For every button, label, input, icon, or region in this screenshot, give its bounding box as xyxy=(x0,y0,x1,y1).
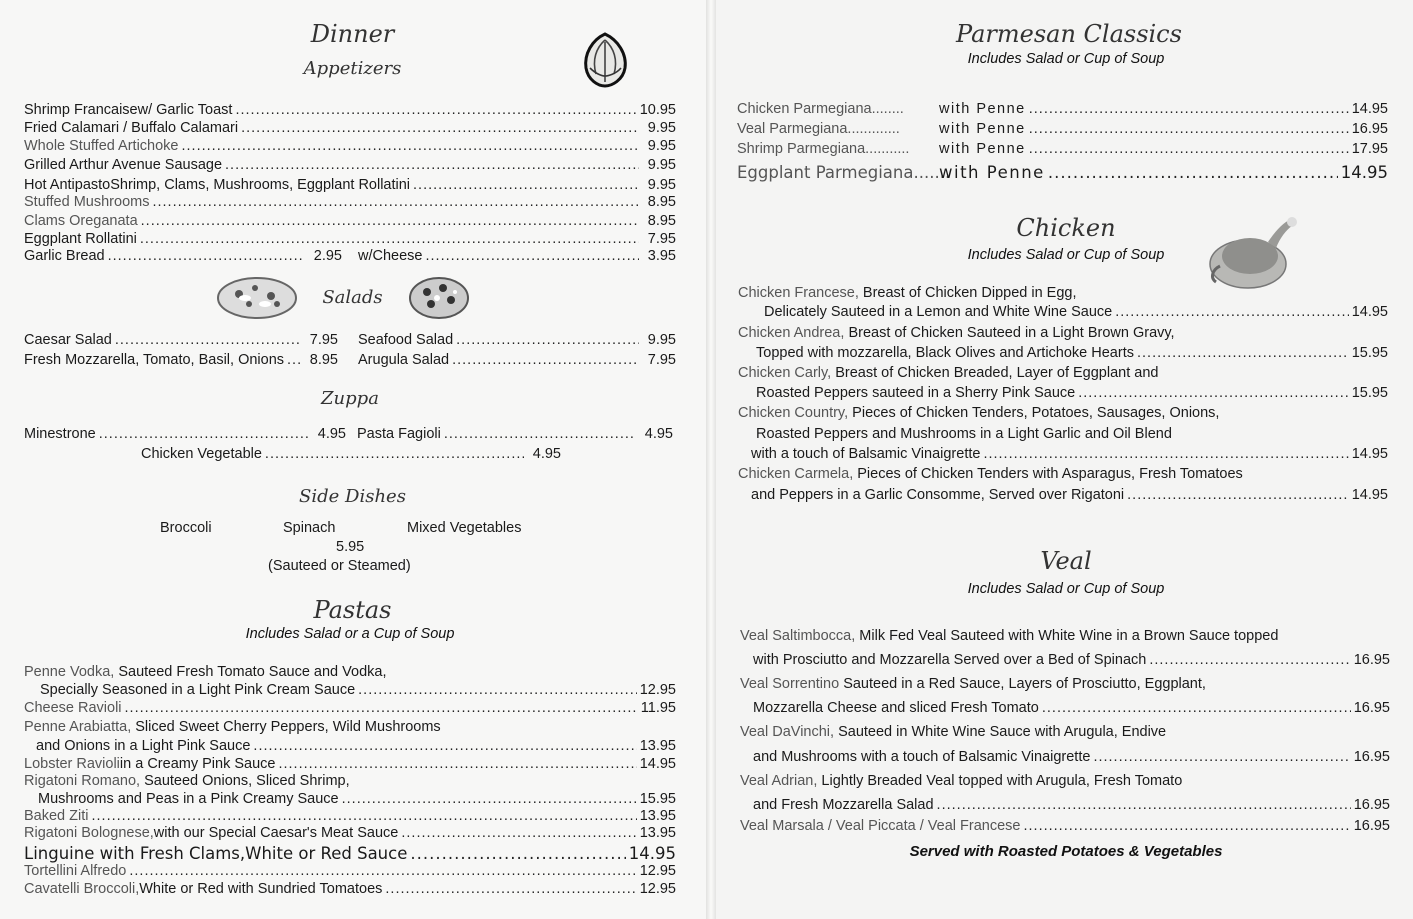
menu-item-row xyxy=(740,818,1390,836)
menu-item-row xyxy=(24,157,676,175)
item-name: Seafood Salad xyxy=(358,332,454,348)
salads-heading: Salads xyxy=(322,287,383,308)
item-name: Chicken Carmela, xyxy=(738,466,858,482)
item-detail: w/ Garlic Toast xyxy=(137,102,233,118)
menu-item-row xyxy=(753,652,1390,670)
item-price: 9.95 xyxy=(647,332,676,348)
menu-item-row xyxy=(24,808,676,826)
item-detail: White or Red with Sundried Tomatoes xyxy=(139,881,383,897)
menu-item-row xyxy=(756,385,1388,403)
dot-leader xyxy=(115,332,301,348)
veal-footer: Served with Roasted Potatoes & Vegetables xyxy=(909,843,1223,860)
item-with: with Penne xyxy=(939,101,1026,117)
dot-leader xyxy=(253,738,636,754)
dot-leader xyxy=(91,808,636,824)
dot-leader xyxy=(1042,700,1351,716)
menu-item-line xyxy=(24,719,441,735)
item-name: Eggplant Rollatini xyxy=(24,231,137,247)
item-name: Linguine with Fresh Clams, xyxy=(24,844,246,863)
dot-leader xyxy=(401,825,636,841)
menu-item-line xyxy=(756,426,1172,442)
item-price: 14.95 xyxy=(1351,487,1388,503)
item-detail: Sauteed Fresh Tomato Sauce and Vodka, xyxy=(118,664,387,680)
dot-leader xyxy=(385,881,636,897)
item-name: Cheese Ravioli xyxy=(24,700,122,716)
item-price: 16.95 xyxy=(1353,700,1390,716)
item-detail: with our Special Caesar's Meat Sauce xyxy=(153,825,399,841)
item-name: Fried Calamari / Buffalo Calamari xyxy=(24,120,239,136)
menu-item-row xyxy=(751,446,1388,464)
item-price: 9.95 xyxy=(647,177,676,193)
dot-leader xyxy=(125,700,638,716)
menu-item-line xyxy=(738,365,1158,381)
item-price: 3.95 xyxy=(647,248,676,264)
item-price: 8.95 xyxy=(647,213,676,229)
dot-leader xyxy=(452,352,639,368)
side-dishes-heading: Side Dishes xyxy=(299,486,406,507)
item-detail: and Fresh Mozzarella Salad xyxy=(753,797,934,813)
item-name: Lobster Ravioli xyxy=(24,756,120,772)
item-name: Whole Stuffed Artichoke xyxy=(24,138,179,154)
item-name: Cavatelli Broccoli, xyxy=(24,881,140,897)
item-detail: Breast of Chicken Breaded, Layer of Eggplant and xyxy=(835,365,1159,381)
menu-item-row xyxy=(38,791,676,809)
item-detail: Breast of Chicken Sauteed in a Light Brown Gravy, xyxy=(848,325,1175,341)
item-detail: Roasted Peppers and Mushrooms in a Light Garlic and Oil Blend xyxy=(756,426,1172,442)
menu-item-row xyxy=(24,844,676,862)
item-name: Eggplant Parmegiana....... xyxy=(737,163,951,182)
item-name: Veal Parmegiana............. xyxy=(737,121,900,137)
item-price: 10.95 xyxy=(639,102,676,118)
item-price: 4.95 xyxy=(644,426,673,442)
item-name: Chicken Country, xyxy=(738,405,853,421)
item-price: 4.95 xyxy=(317,426,346,442)
menu-item-row xyxy=(24,332,338,350)
dot-leader xyxy=(410,844,625,863)
dot-leader xyxy=(1137,345,1349,361)
menu-item-line xyxy=(738,405,1219,421)
menu-item-line xyxy=(740,676,1206,692)
item-name: Veal Sorrentino xyxy=(740,676,844,692)
item-detail: Mushrooms and Peas in a Pink Creamy Sauce xyxy=(38,791,339,807)
menu-item-row xyxy=(24,120,676,138)
item-price: 9.95 xyxy=(647,138,676,154)
item-name: Chicken Vegetable xyxy=(141,446,262,462)
item-price: 14.95 xyxy=(628,844,676,863)
dot-leader xyxy=(152,194,639,210)
item-price: 15.95 xyxy=(639,791,676,807)
item-name: Rigatoni Romano, xyxy=(24,773,145,789)
item-name: Veal Marsala / Veal Piccata / Veal Francese xyxy=(740,818,1021,834)
item-name: w/Cheese xyxy=(358,248,423,264)
parmesan-title: Parmesan Classics xyxy=(956,20,1182,48)
menu-item-row xyxy=(36,738,676,756)
item-detail: Pieces of Chicken Tenders, Potatoes, Sausages, Onions, xyxy=(852,405,1220,421)
item-price: 15.95 xyxy=(1351,385,1388,401)
item-price: 7.95 xyxy=(647,352,676,368)
item-price: 13.95 xyxy=(639,808,676,824)
item-name: Rigatoni Bolognese, xyxy=(24,825,154,841)
item-price: 17.95 xyxy=(1351,141,1388,157)
item-name: Stuffed Mushrooms xyxy=(24,194,150,210)
menu-item-row xyxy=(24,825,676,843)
item-price: 14.95 xyxy=(639,756,676,772)
menu-item-row xyxy=(753,797,1390,815)
item-detail: with Prosciutto and Mozzarella Served over a Bed of Spinach xyxy=(753,652,1147,668)
item-name: Hot Antipasto xyxy=(24,177,111,193)
menu-item-row xyxy=(737,141,1388,159)
item-name: Fresh Mozzarella, Tomato, Basil, Onions xyxy=(24,352,285,368)
dot-leader xyxy=(1023,818,1350,834)
menu-item-row xyxy=(24,881,676,899)
menu-item-row xyxy=(24,352,338,370)
dot-leader xyxy=(1029,141,1349,157)
item-price: 9.95 xyxy=(647,157,676,173)
menu-item-row xyxy=(737,121,1388,139)
pastas-note: Includes Salad or a Cup of Soup xyxy=(245,626,455,642)
dot-leader xyxy=(1115,304,1349,320)
dot-leader xyxy=(225,157,639,173)
menu-item-row xyxy=(764,304,1388,322)
dot-leader xyxy=(241,120,639,136)
salad-bowl-icon xyxy=(215,274,300,322)
right-menu-page xyxy=(716,0,1413,919)
dot-leader xyxy=(937,797,1351,813)
dot-leader xyxy=(1149,652,1350,668)
item-name: Shrimp Francaise xyxy=(24,102,138,118)
item-detail: and Onions in a Light Pink Sauce xyxy=(36,738,251,754)
item-name: Caesar Salad xyxy=(24,332,112,348)
item-name: Chicken Parmegiana........ xyxy=(737,101,904,117)
dot-leader xyxy=(1029,121,1349,137)
item-price: 16.95 xyxy=(1353,818,1390,834)
item-detail: Delicately Sauteed in a Lemon and White Wine Sauce xyxy=(764,304,1113,320)
item-detail: Sauteed Onions, Sliced Shrimp, xyxy=(144,773,350,789)
veal-note: Includes Salad or Cup of Soup xyxy=(967,581,1165,597)
item-price: 14.95 xyxy=(1351,446,1388,462)
item-name: Garlic Bread xyxy=(24,248,105,264)
roast-chicken-icon xyxy=(1206,212,1301,292)
dot-leader xyxy=(1127,487,1349,503)
item-detail: Roasted Peppers sauteed in a Sherry Pink Sauce xyxy=(756,385,1076,401)
dot-leader xyxy=(342,791,637,807)
veal-title: Veal xyxy=(1040,547,1092,575)
dot-leader xyxy=(1093,749,1350,765)
item-price: 14.95 xyxy=(1351,101,1388,117)
seafood-salad-icon xyxy=(407,274,472,322)
item-name: Chicken Carly, xyxy=(738,365,836,381)
item-price: 12.95 xyxy=(639,863,676,879)
item-price: 15.95 xyxy=(1351,345,1388,361)
menu-item-row xyxy=(737,101,1388,119)
menu-item-row xyxy=(24,102,676,120)
item-name: Veal Adrian, xyxy=(740,773,822,789)
item-name: Arugula Salad xyxy=(358,352,450,368)
menu-item-row xyxy=(40,682,676,700)
menu-item-row xyxy=(24,194,676,212)
dot-leader xyxy=(358,682,637,698)
garlic-bread-row xyxy=(24,248,342,266)
item-name: Minestrone xyxy=(24,426,96,442)
dot-leader xyxy=(278,756,636,772)
dot-leader xyxy=(983,446,1348,462)
item-name: Tortellini Alfredo xyxy=(24,863,127,879)
item-detail: Topped with mozzarella, Black Olives and Artichoke Hearts xyxy=(756,345,1134,361)
menu-item-row xyxy=(24,213,676,231)
appetizers-heading: Appetizers xyxy=(303,58,402,79)
dot-leader xyxy=(287,352,301,368)
side-spinach: Spinach xyxy=(283,520,336,536)
item-name: Penne Vodka, xyxy=(24,664,119,680)
menu-item-row xyxy=(737,163,1388,181)
item-name: Shrimp Parmegiana........... xyxy=(737,141,910,157)
item-name: Veal DaVinchi, xyxy=(740,724,839,740)
menu-item-row xyxy=(24,138,676,156)
item-detail: in a Creamy Pink Sauce xyxy=(119,756,276,772)
dot-leader xyxy=(413,177,639,193)
item-price: 7.95 xyxy=(309,332,338,348)
item-name: Clams Oreganata xyxy=(24,213,138,229)
item-detail: Pieces of Chicken Tenders with Asparagus, Fresh Tomatoes xyxy=(857,466,1243,482)
item-detail: and Mushrooms with a touch of Balsamic Vinaigrette xyxy=(753,749,1091,765)
item-detail: Breast of Chicken Dipped in Egg, xyxy=(862,285,1077,301)
item-price: 7.95 xyxy=(647,231,676,247)
side-mixed-vegetables: Mixed Vegetables xyxy=(407,520,522,536)
item-with: with Penne xyxy=(939,141,1026,157)
left-menu-page xyxy=(0,0,706,919)
menu-item-row xyxy=(358,352,676,370)
item-price: 8.95 xyxy=(647,194,676,210)
minestrone-row xyxy=(24,426,346,444)
item-detail: Sauteed in White Wine Sauce with Arugula, Endive xyxy=(838,724,1167,740)
pastas-heading: Pastas xyxy=(313,596,392,624)
item-name: Chicken Francese, xyxy=(738,285,863,301)
menu-item-line xyxy=(24,773,350,789)
menu-item-row xyxy=(24,756,676,774)
dot-leader xyxy=(235,102,636,118)
item-price: 8.95 xyxy=(309,352,338,368)
item-name: Veal Saltimbocca, xyxy=(740,628,860,644)
item-price: 9.95 xyxy=(647,120,676,136)
dot-leader xyxy=(1048,163,1338,182)
dot-leader xyxy=(140,231,639,247)
sides-price: 5.95 xyxy=(336,539,365,555)
menu-item-row xyxy=(24,177,676,195)
item-name: Grilled Arthur Avenue Sausage xyxy=(24,157,223,173)
item-price: 16.95 xyxy=(1353,797,1390,813)
item-name: Pasta Fagioli xyxy=(357,426,441,442)
item-price: 16.95 xyxy=(1353,749,1390,765)
item-price: 2.95 xyxy=(313,248,342,264)
chicken-note: Includes Salad or Cup of Soup xyxy=(967,247,1165,263)
menu-item-row xyxy=(24,231,676,249)
menu-item-line xyxy=(738,285,1077,301)
item-name: Baked Ziti xyxy=(24,808,89,824)
garlic-bread-cheese-row xyxy=(358,248,676,266)
item-with: with Penne xyxy=(939,121,1026,137)
menu-item-row xyxy=(756,345,1388,363)
item-detail: White or Red Sauce xyxy=(245,844,408,863)
item-name: Chicken Andrea, xyxy=(738,325,849,341)
menu-item-row xyxy=(753,749,1390,767)
dot-leader xyxy=(141,213,639,229)
side-broccoli: Broccoli xyxy=(160,520,212,536)
dot-leader xyxy=(1078,385,1349,401)
menu-item-row xyxy=(24,863,676,881)
item-price: 16.95 xyxy=(1351,121,1388,137)
menu-item-row xyxy=(753,700,1390,718)
menu-item-line xyxy=(738,325,1175,341)
item-price: 13.95 xyxy=(639,825,676,841)
dot-leader xyxy=(129,863,636,879)
page-fold xyxy=(706,0,716,919)
item-price: 4.95 xyxy=(532,446,561,462)
dot-leader xyxy=(1029,101,1349,117)
sides-note: (Sauteed or Steamed) xyxy=(268,558,411,574)
item-detail: with a touch of Balsamic Vinaigrette xyxy=(751,446,981,462)
item-detail: Lightly Breaded Veal topped with Arugula, Fresh Tomato xyxy=(821,773,1183,789)
item-price: 13.95 xyxy=(639,738,676,754)
chicken-title: Chicken xyxy=(1016,214,1116,242)
item-detail: Shrimp, Clams, Mushrooms, Eggplant Rollatini xyxy=(110,177,411,193)
item-detail: Sauteed in a Red Sauce, Layers of Prosciutto, Eggplant, xyxy=(843,676,1206,692)
menu-item-line xyxy=(740,773,1182,789)
chicken-vegetable-row xyxy=(141,446,561,464)
item-detail: and Peppers in a Garlic Consomme, Served over Rigatoni xyxy=(751,487,1125,503)
menu-item-line xyxy=(740,628,1278,644)
dot-leader xyxy=(182,138,640,154)
item-price: 16.95 xyxy=(1353,652,1390,668)
zuppa-heading: Zuppa xyxy=(321,388,379,409)
pasta-fagioli-row xyxy=(357,426,673,444)
item-with: with Penne xyxy=(939,163,1045,182)
item-price: 14.95 xyxy=(1351,304,1388,320)
menu-item-line xyxy=(740,724,1166,740)
artichoke-icon xyxy=(578,30,633,90)
item-detail: Milk Fed Veal Sauteed with White Wine in a Brown Sauce topped xyxy=(859,628,1279,644)
dot-leader xyxy=(456,332,639,348)
item-detail: Mozzarella Cheese and sliced Fresh Tomato xyxy=(753,700,1039,716)
parmesan-note: Includes Salad or Cup of Soup xyxy=(967,51,1165,67)
menu-item-line xyxy=(24,664,387,680)
menu-item-row xyxy=(358,332,676,350)
item-price: 11.95 xyxy=(640,700,676,716)
item-detail: Sliced Sweet Cherry Peppers, Wild Mushrooms xyxy=(135,719,441,735)
item-detail: Specially Seasoned in a Light Pink Cream Sauce xyxy=(40,682,356,698)
dinner-title: Dinner xyxy=(310,20,395,48)
item-name: Penne Arabiatta, xyxy=(24,719,136,735)
item-price: 12.95 xyxy=(639,881,676,897)
menu-item-row xyxy=(24,700,676,718)
menu-item-row xyxy=(751,487,1388,505)
item-price: 14.95 xyxy=(1340,163,1388,182)
menu-item-line xyxy=(738,466,1243,482)
item-price: 12.95 xyxy=(639,682,676,698)
